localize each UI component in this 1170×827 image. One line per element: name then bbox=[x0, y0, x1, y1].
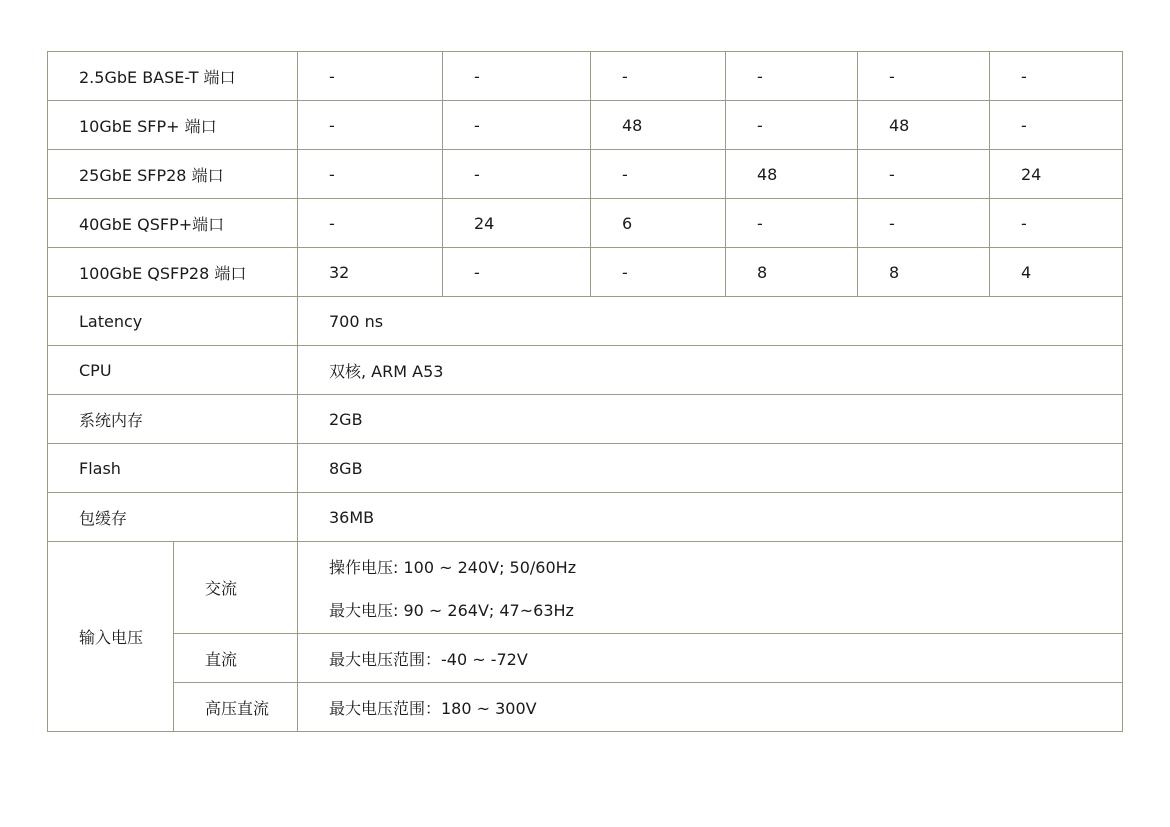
ac-max-voltage: 最大电压: 90 ~ 264V; 47~63Hz bbox=[329, 600, 574, 620]
table-cell: 48 bbox=[591, 101, 726, 150]
row-value: 700 ns bbox=[298, 297, 1123, 346]
table-cell: - bbox=[726, 199, 858, 248]
table-cell: 4 bbox=[990, 248, 1123, 297]
table-cell: - bbox=[298, 101, 443, 150]
table-cell: - bbox=[858, 150, 990, 199]
table-cell: - bbox=[726, 52, 858, 101]
table-cell: - bbox=[990, 199, 1123, 248]
row-label: 10GbE SFP+ 端口 bbox=[48, 101, 298, 150]
table-cell: 48 bbox=[858, 101, 990, 150]
table-row bbox=[48, 346, 1123, 395]
table-row bbox=[48, 150, 1123, 199]
table-cell: - bbox=[443, 101, 591, 150]
table-cell: - bbox=[990, 52, 1123, 101]
spec-table bbox=[47, 51, 1123, 732]
row-value: 2GB bbox=[298, 395, 1123, 444]
row-label: 100GbE QSFP28 端口 bbox=[48, 248, 298, 297]
row-label: 40GbE QSFP+端口 bbox=[48, 199, 298, 248]
ac-label: 交流 bbox=[174, 542, 298, 634]
input-voltage-label: 输入电压 bbox=[48, 542, 174, 732]
table-row bbox=[48, 199, 1123, 248]
row-label: 系统内存 bbox=[48, 395, 298, 444]
table-row bbox=[48, 444, 1123, 493]
hvdc-label: 高压直流 bbox=[174, 683, 298, 732]
table-cell: - bbox=[591, 150, 726, 199]
table-cell: 32 bbox=[298, 248, 443, 297]
table-cell: 24 bbox=[990, 150, 1123, 199]
table-row bbox=[48, 297, 1123, 346]
ac-operating-voltage: 操作电压: 100 ~ 240V; 50/60Hz bbox=[329, 557, 577, 577]
row-label: Flash bbox=[48, 444, 298, 493]
row-label: 25GbE SFP28 端口 bbox=[48, 150, 298, 199]
table-cell: - bbox=[298, 150, 443, 199]
hvdc-value: 最大电压范围：180 ~ 300V bbox=[298, 683, 1123, 732]
table-row bbox=[48, 542, 1123, 634]
row-value: 双核, ARM A53 bbox=[298, 346, 1123, 395]
dc-label: 直流 bbox=[174, 634, 298, 683]
table-row bbox=[48, 52, 1123, 101]
table-cell: - bbox=[298, 199, 443, 248]
table-row bbox=[48, 395, 1123, 444]
table-cell: - bbox=[726, 101, 858, 150]
table-cell: 8 bbox=[726, 248, 858, 297]
table-cell: - bbox=[990, 101, 1123, 150]
table-row bbox=[48, 493, 1123, 542]
table-cell: 6 bbox=[591, 199, 726, 248]
table-cell: 24 bbox=[443, 199, 591, 248]
table-row bbox=[48, 101, 1123, 150]
table-cell: - bbox=[443, 52, 591, 101]
row-value: 8GB bbox=[298, 444, 1123, 493]
table-row bbox=[48, 634, 1123, 683]
table-cell: - bbox=[858, 199, 990, 248]
table-cell: 48 bbox=[726, 150, 858, 199]
row-label: CPU bbox=[48, 346, 298, 395]
row-label: 2.5GbE BASE-T 端口 bbox=[48, 52, 298, 101]
table-cell: - bbox=[298, 52, 443, 101]
table-cell: - bbox=[443, 150, 591, 199]
row-label: 包缓存 bbox=[48, 493, 298, 542]
table-row bbox=[48, 248, 1123, 297]
row-label: Latency bbox=[48, 297, 298, 346]
row-value: 36MB bbox=[298, 493, 1123, 542]
table-cell: 8 bbox=[858, 248, 990, 297]
table-cell: - bbox=[591, 52, 726, 101]
table-cell: - bbox=[591, 248, 726, 297]
table-cell: - bbox=[858, 52, 990, 101]
table-row bbox=[48, 683, 1123, 732]
table-cell: - bbox=[443, 248, 591, 297]
dc-value: 最大电压范围：-40 ~ -72V bbox=[298, 634, 1123, 683]
ac-value bbox=[298, 542, 1123, 634]
